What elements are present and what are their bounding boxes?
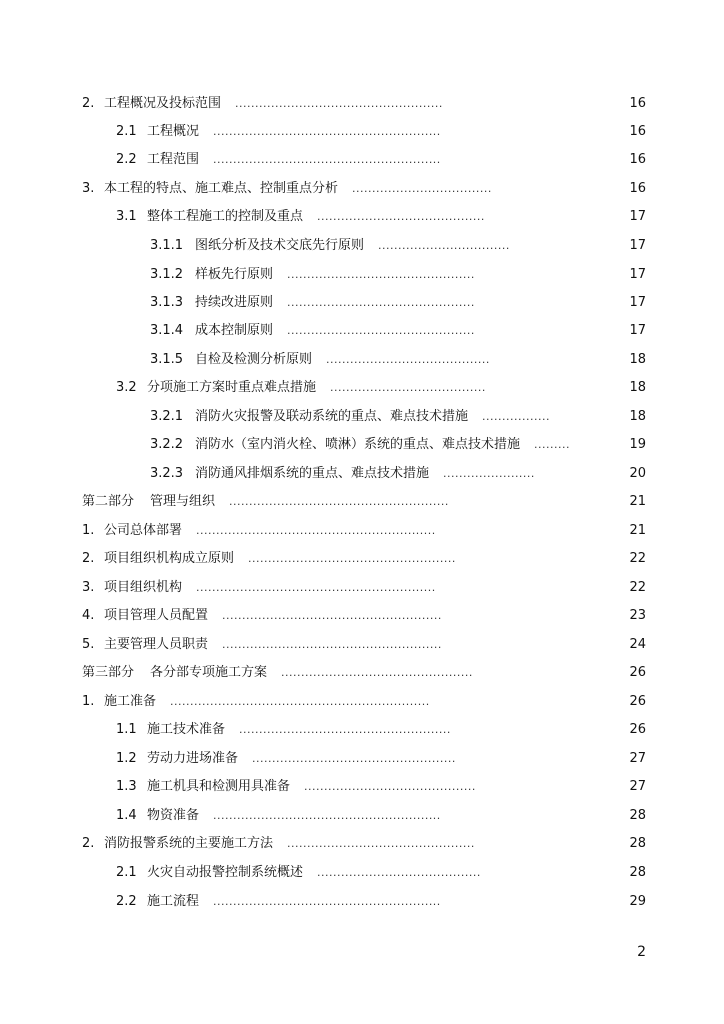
toc-entry[interactable] (0, 606, 724, 626)
toc-entry[interactable] (0, 265, 724, 285)
toc-entry-title: 物资准备 (147, 808, 200, 823)
toc-entry-number: 3.1.3 (150, 295, 184, 310)
toc-entry-page: 18 (629, 409, 646, 424)
toc-entry-number: 2.1 (116, 865, 137, 880)
toc-entry-leader: ......................................................... (213, 125, 441, 138)
toc-entry-page: 16 (629, 96, 646, 111)
toc-entry-number: 4. (82, 608, 95, 623)
toc-entry[interactable] (0, 777, 724, 797)
toc-entry-page: 20 (629, 466, 646, 481)
toc-entry-leader: ................. (482, 410, 550, 423)
toc-entry-leader: ............................................................ (196, 581, 436, 594)
toc-entry[interactable] (0, 720, 724, 740)
toc-entry-title: 项目组织机构 (104, 580, 183, 595)
toc-entry-title: 主要管理人员职责 (104, 637, 209, 652)
toc-entry-title: 分项施工方案时重点难点措施 (147, 380, 317, 395)
toc-entry-title: 工程概况及投标范围 (104, 96, 222, 111)
toc-entry-number: 1.2 (116, 751, 137, 766)
toc-entry-number: 2. (82, 836, 95, 851)
toc-entry-page: 17 (629, 267, 646, 282)
toc-entry-page: 22 (629, 580, 646, 595)
toc-entry-title: 工程概况 (147, 124, 200, 139)
toc-entry-leader: ......................................................... (213, 809, 441, 822)
toc-entry-title: 图纸分析及技术交底先行原则 (195, 238, 365, 253)
toc-entry[interactable] (0, 236, 724, 256)
toc-entry-number: 3.1.4 (150, 323, 184, 338)
toc-entry-page: 16 (629, 152, 646, 167)
toc-entry-number: 1.4 (116, 808, 137, 823)
toc-entry-number: 2.1 (116, 124, 137, 139)
toc-entry-number: 1. (82, 694, 95, 709)
toc-entry-page: 26 (629, 665, 646, 680)
toc-entry-number: 3.1.5 (150, 352, 184, 367)
toc-entry-page: 18 (629, 380, 646, 395)
toc-entry-page: 24 (629, 637, 646, 652)
toc-entry-number: 1.3 (116, 779, 137, 794)
toc-entry-number: 3.1.2 (150, 267, 184, 282)
toc-entry-page: 22 (629, 551, 646, 566)
toc-entry-title: 消防火灾报警及联动系统的重点、难点技术措施 (195, 409, 469, 424)
toc-entry-leader: .......................................... (317, 210, 485, 223)
toc-entry-title: 各分部专项施工方案 (150, 665, 268, 680)
toc-entry-number: 3.1 (116, 209, 137, 224)
toc-entry-title: 施工技术准备 (147, 722, 226, 737)
toc-entry-leader: ....................................................... (222, 609, 442, 622)
toc-entry[interactable] (0, 749, 724, 769)
toc-entry-title: 施工准备 (104, 694, 157, 709)
toc-entry-page: 26 (629, 694, 646, 709)
toc-entry-page: 19 (629, 437, 646, 452)
toc-entry-page: 26 (629, 722, 646, 737)
toc-entry-leader: ............................................... (287, 268, 475, 281)
toc-entry[interactable] (0, 350, 724, 370)
toc-entry-title: 消防水（室内消火栓、喷淋）系统的重点、难点技术措施 (195, 437, 521, 452)
toc-entry[interactable] (0, 293, 724, 313)
toc-entry-page: 28 (629, 865, 646, 880)
toc-entry-title: 样板先行原则 (195, 267, 274, 282)
toc-entry-leader: .................................................... (248, 552, 456, 565)
toc-entry-title: 施工流程 (147, 894, 200, 909)
toc-entry-page: 27 (629, 779, 646, 794)
toc-entry-number: 2. (82, 551, 95, 566)
toc-entry[interactable] (0, 94, 724, 114)
toc-entry-leader: ............................................... (287, 296, 475, 309)
toc-entry-page: 16 (629, 124, 646, 139)
toc-entry[interactable] (0, 892, 724, 912)
toc-entry-number: 1. (82, 523, 95, 538)
toc-entry-page: 17 (629, 209, 646, 224)
toc-entry-title: 整体工程施工的控制及重点 (147, 209, 304, 224)
toc-entry-page: 29 (629, 894, 646, 909)
toc-entry-page: 18 (629, 352, 646, 367)
toc-entry-number: 3.1.1 (150, 238, 184, 253)
toc-entry[interactable] (0, 549, 724, 569)
toc-entry-leader: ......... (534, 438, 570, 451)
toc-entry-leader: ................................................................. (170, 695, 430, 708)
toc-entry[interactable] (0, 492, 724, 512)
toc-entry-number: 第二部分 (82, 494, 135, 509)
toc-entry-number: 2.2 (116, 894, 137, 909)
toc-entry-page: 17 (629, 323, 646, 338)
toc-entry[interactable] (0, 521, 724, 541)
toc-entry[interactable] (0, 150, 724, 170)
toc-entry-title: 消防报警系统的主要施工方法 (104, 836, 274, 851)
toc-entry-title: 火灾自动报警控制系统概述 (147, 865, 304, 880)
toc-entry-title: 持续改进原则 (195, 295, 274, 310)
toc-entry-number: 2.2 (116, 152, 137, 167)
toc-entry[interactable] (0, 635, 724, 655)
toc-entry[interactable] (0, 321, 724, 341)
toc-entry[interactable] (0, 692, 724, 712)
toc-entry-leader: ....................... (443, 467, 535, 480)
toc-entry[interactable] (0, 663, 724, 683)
toc-entry-number: 3.2 (116, 380, 137, 395)
toc-entry-number: 3.2.2 (150, 437, 184, 452)
toc-entry-number: 3.2.3 (150, 466, 184, 481)
toc-entry-title: 公司总体部署 (104, 523, 183, 538)
toc-entry-leader: ......................................... (317, 866, 481, 879)
toc-entry-leader: ................................. (378, 239, 510, 252)
toc-entry[interactable] (0, 435, 724, 455)
toc-entry-title: 施工机具和检测用具准备 (147, 779, 291, 794)
toc-entry-leader: ....................................................... (222, 638, 442, 651)
toc-entry[interactable] (0, 207, 724, 227)
toc-entry-title: 本工程的特点、施工难点、控制重点分析 (104, 181, 339, 196)
toc-entry-page: 28 (629, 808, 646, 823)
toc-entry-title: 项目管理人员配置 (104, 608, 209, 623)
toc-entry-title: 成本控制原则 (195, 323, 274, 338)
toc-entry-leader: ................................... (352, 182, 492, 195)
toc-entry[interactable] (0, 863, 724, 883)
toc-entry-title: 劳动力进场准备 (147, 751, 239, 766)
toc-entry-page: 17 (629, 238, 646, 253)
toc-entry-title: 管理与组织 (150, 494, 216, 509)
toc-entry[interactable] (0, 464, 724, 484)
toc-entry-number: 2. (82, 96, 95, 111)
toc-entry-leader: ....................................................... (229, 495, 449, 508)
toc-entry-leader: ......................................... (326, 353, 490, 366)
toc-entry-title: 工程范围 (147, 152, 200, 167)
toc-entry-page: 16 (629, 181, 646, 196)
toc-entry-title: 项目组织机构成立原则 (104, 551, 235, 566)
toc-entry[interactable] (0, 378, 724, 398)
toc-entry-page: 28 (629, 836, 646, 851)
toc-entry-number: 第三部分 (82, 665, 135, 680)
toc-entry-leader: ............................................................ (196, 524, 436, 537)
page-number: 2 (637, 944, 646, 960)
toc-entry-leader: ............................................... (287, 837, 475, 850)
toc-entry-page: 21 (629, 523, 646, 538)
toc-entry-number: 5. (82, 637, 95, 652)
toc-entry-number: 3. (82, 181, 95, 196)
toc-entry-page: 27 (629, 751, 646, 766)
toc-entry[interactable] (0, 179, 724, 199)
toc-entry-leader: ......................................................... (213, 895, 441, 908)
toc-entry-leader: ..................................................... (239, 723, 451, 736)
toc-entry-title: 自检及检测分析原则 (195, 352, 313, 367)
toc-entry-page: 23 (629, 608, 646, 623)
toc-entry[interactable] (0, 578, 724, 598)
toc-entry-leader: ................................................ (281, 666, 473, 679)
toc-entry[interactable] (0, 834, 724, 854)
toc-entry-leader: ............................................... (287, 324, 475, 337)
toc-entry-leader: ........................................... (304, 780, 476, 793)
toc-entry-number: 3. (82, 580, 95, 595)
toc-entry-leader: ................................................... (252, 752, 456, 765)
toc-entry-page: 17 (629, 295, 646, 310)
toc-entry[interactable] (0, 407, 724, 427)
toc-entry-title: 消防通风排烟系统的重点、难点技术措施 (195, 466, 430, 481)
toc-entry-leader: ....................................... (330, 381, 486, 394)
toc-entry[interactable] (0, 122, 724, 142)
toc-entry-leader: .................................................... (235, 97, 443, 110)
toc-entry-number: 1.1 (116, 722, 137, 737)
toc-entry[interactable] (0, 806, 724, 826)
toc-entry-page: 21 (629, 494, 646, 509)
toc-entry-number: 3.2.1 (150, 409, 184, 424)
toc-entry-leader: ......................................................... (213, 153, 441, 166)
